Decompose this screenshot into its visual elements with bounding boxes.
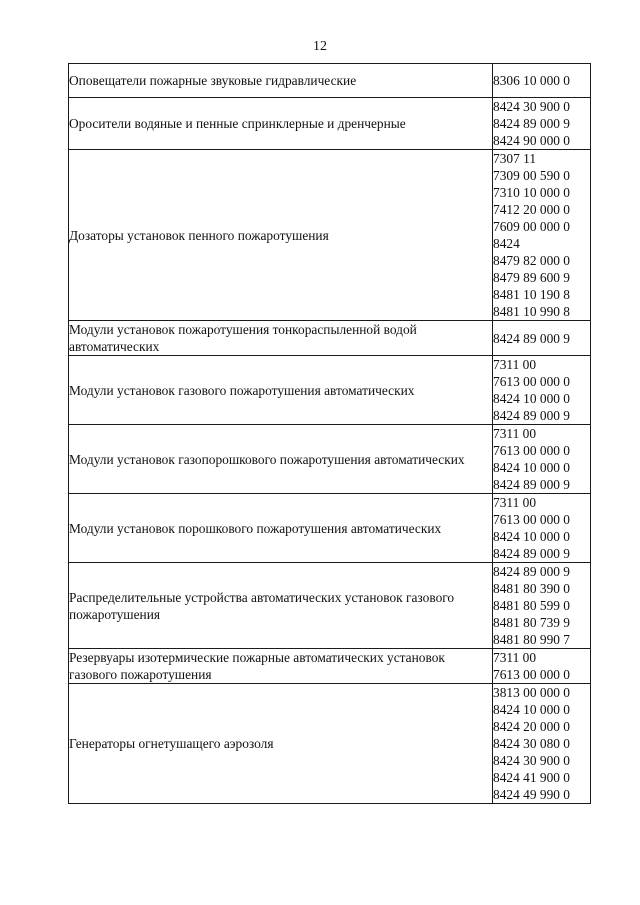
tn-ved-code-cell xyxy=(493,425,591,494)
product-name: Дозаторы установок пенного пожаротушения xyxy=(69,227,329,243)
tn-ved-code: 8306 10 000 0 xyxy=(493,73,570,88)
product-code-table xyxy=(68,63,591,804)
table-row xyxy=(69,98,591,150)
tn-ved-code: 8424 41 900 0 xyxy=(493,770,570,785)
tn-ved-code: 8481 10 990 8 xyxy=(493,304,570,319)
page-number: 12 xyxy=(313,39,327,54)
product-name-cell xyxy=(69,494,493,563)
product-name-cell xyxy=(69,563,493,649)
table-row xyxy=(69,356,591,425)
tn-ved-code: 8481 10 190 8 xyxy=(493,287,570,302)
product-name: Модули установок газопорошкового пожаротушения автоматических xyxy=(69,451,465,467)
table-row xyxy=(69,150,591,321)
tn-ved-code: 8481 80 599 0 xyxy=(493,598,570,613)
product-name: Распределительные устройства автоматических установок газового пожаротушения xyxy=(69,589,455,622)
tn-ved-code-cell xyxy=(493,321,591,356)
tn-ved-code: 8424 20 000 0 xyxy=(493,719,570,734)
tn-ved-code: 7309 00 590 0 xyxy=(493,168,570,183)
tn-ved-code: 7311 00 xyxy=(493,426,537,441)
tn-ved-code: 8481 80 390 0 xyxy=(493,581,570,596)
tn-ved-code: 8479 82 000 0 xyxy=(493,253,570,268)
product-name-cell xyxy=(69,649,493,684)
product-name: Генераторы огнетушащего аэрозоля xyxy=(69,736,274,751)
table-row xyxy=(69,321,591,356)
tn-ved-code: 7310 10 000 0 xyxy=(493,185,570,200)
tn-ved-code: 7311 00 xyxy=(493,357,537,372)
tn-ved-code: 7613 00 000 0 xyxy=(493,667,570,682)
product-name-cell xyxy=(69,356,493,425)
tn-ved-code: 8424 10 000 0 xyxy=(493,460,570,475)
tn-ved-code-cell xyxy=(493,684,591,804)
tn-ved-code: 7613 00 000 0 xyxy=(493,512,570,527)
tn-ved-code-cell xyxy=(493,494,591,563)
tn-ved-code-cell xyxy=(493,356,591,425)
product-name: Модули установок порошкового пожаротушения автоматических xyxy=(69,520,442,536)
product-name-cell xyxy=(69,684,493,804)
product-name-cell xyxy=(69,64,493,98)
tn-ved-code: 8424 10 000 0 xyxy=(493,702,570,717)
table-row xyxy=(69,425,591,494)
tn-ved-code-cell xyxy=(493,98,591,150)
tn-ved-code: 8424 10 000 0 xyxy=(493,529,570,544)
tn-ved-code: 8481 80 990 7 xyxy=(493,632,570,647)
product-name: Резервуары изотермические пожарные автоматических установок газового пожаротушения xyxy=(69,650,445,682)
table-row xyxy=(69,563,591,649)
tn-ved-code: 8424 89 000 9 xyxy=(493,330,570,346)
table-body xyxy=(69,64,591,804)
product-name: Модули установок пожаротушения тонкораспыленной водой автоматических xyxy=(69,322,417,354)
tn-ved-code: 8424 49 990 0 xyxy=(493,787,570,802)
tn-ved-code-cell xyxy=(493,649,591,684)
table-row xyxy=(69,64,591,98)
tn-ved-code: 8424 xyxy=(493,236,520,251)
product-name-cell xyxy=(69,425,493,494)
tn-ved-code: 8481 80 739 9 xyxy=(493,615,570,630)
tn-ved-code: 3813 00 000 0 xyxy=(493,685,570,700)
tn-ved-code: 8424 10 000 0 xyxy=(493,391,570,406)
tn-ved-code: 7609 00 000 0 xyxy=(493,219,570,234)
tn-ved-code: 8424 30 900 0 xyxy=(493,99,570,114)
tn-ved-code: 8424 89 000 9 xyxy=(493,564,570,579)
product-name: Модули установок газового пожаротушения автоматических xyxy=(69,382,415,398)
tn-ved-code: 7613 00 000 0 xyxy=(493,374,570,389)
tn-ved-code: 8424 30 080 0 xyxy=(493,736,570,751)
tn-ved-code: 7412 20 000 0 xyxy=(493,202,570,217)
table-row xyxy=(69,494,591,563)
table-row xyxy=(69,684,591,804)
product-name-cell xyxy=(69,321,493,356)
tn-ved-code: 8424 89 000 9 xyxy=(493,116,570,131)
tn-ved-code: 7307 11 xyxy=(493,151,537,166)
tn-ved-code: 7613 00 000 0 xyxy=(493,443,570,458)
tn-ved-code-cell xyxy=(493,150,591,321)
tn-ved-code: 7311 00 xyxy=(493,650,537,665)
tn-ved-code: 8424 30 900 0 xyxy=(493,753,570,768)
tn-ved-code: 8424 89 000 9 xyxy=(493,477,570,492)
table-row xyxy=(69,649,591,684)
tn-ved-code-cell xyxy=(493,64,591,98)
tn-ved-code-cell xyxy=(493,563,591,649)
tn-ved-code: 8424 90 000 0 xyxy=(493,133,570,148)
product-name-cell xyxy=(69,150,493,321)
product-name-cell xyxy=(69,98,493,150)
tn-ved-code: 8479 89 600 9 xyxy=(493,270,570,285)
tn-ved-code: 7311 00 xyxy=(493,495,537,510)
product-name: Оповещатели пожарные звуковые гидравлические xyxy=(69,73,357,88)
product-name: Оросители водяные и пенные спринклерные и дренчерные xyxy=(69,116,406,131)
tn-ved-code: 8424 89 000 9 xyxy=(493,546,570,561)
tn-ved-code: 8424 89 000 9 xyxy=(493,408,570,423)
